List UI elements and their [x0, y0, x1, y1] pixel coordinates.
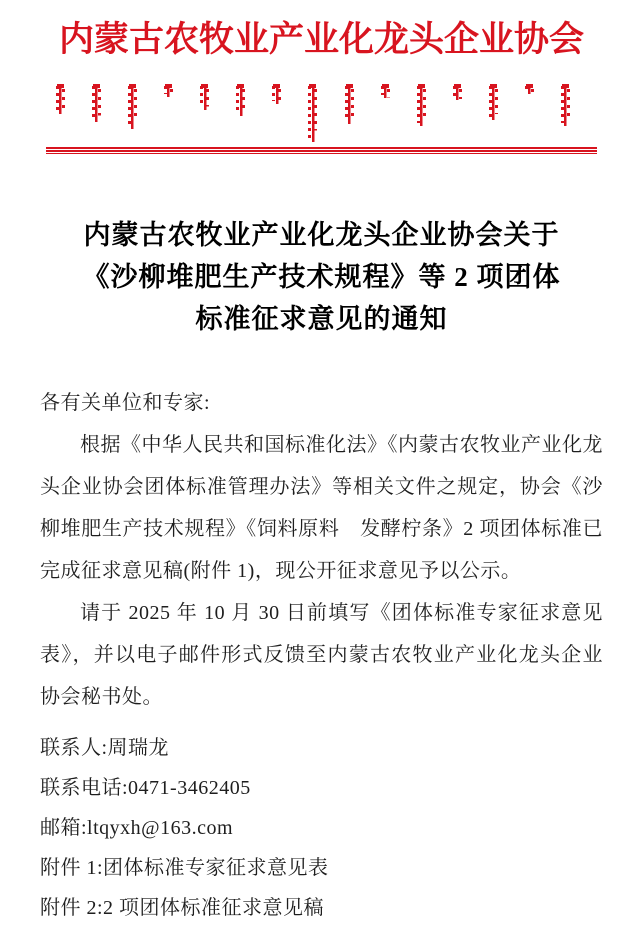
- body-paragraph-2: 请于 2025 年 10 月 30 日前填写《团体标准专家征求意见表》，并以电子邮件形式反馈至内蒙古农牧业产业化龙头企业协会秘书处。: [40, 602, 603, 708]
- mongolian-word: [164, 84, 173, 97]
- mongolian-word: [92, 84, 101, 122]
- contact-person-line: 联系人:周瑞龙: [40, 737, 170, 759]
- salutation: 各有关单位和专家:: [40, 392, 211, 414]
- mongolian-word: [128, 84, 137, 129]
- mongolian-word: [308, 84, 317, 142]
- mongolian-word: [417, 84, 426, 126]
- notice-title: [40, 214, 603, 340]
- mongolian-script: [56, 84, 570, 142]
- body-paragraph-1: 根据《中华人民共和国标准化法》《内蒙古农牧业产业化龙头企业协会团体标准管理办法》等相关文件之规定，协会《沙柳堆肥生产技术规程》《饲料原料 发酵柠条》2 项团体标准已完成征求意见稿(附件 1)，现公开征求意见予以公示。: [40, 434, 603, 582]
- contact-phone-line: 联系电话:0471-3462405: [40, 777, 251, 799]
- mongolian-word: [200, 84, 209, 110]
- mongolian-word: [56, 84, 65, 114]
- notice-body: [40, 382, 603, 718]
- mongolian-word: [381, 84, 390, 98]
- contact-email-line: 邮箱:ltqyxh@163.com: [40, 817, 234, 839]
- org-name-heading: 内蒙古农牧业产业化龙头企业协会: [58, 20, 584, 59]
- contact-block: [40, 728, 603, 928]
- notice-title-line-2: 《沙柳堆肥生产技术规程》等 2 项团体: [82, 262, 561, 292]
- mongolian-word: [272, 84, 281, 104]
- attachment-1-line: 附件 1:团体标准专家征求意见表: [40, 857, 329, 879]
- attachment-2-line: 附件 2:2 项团体标准征求意见稿: [40, 897, 325, 919]
- red-divider: [46, 147, 597, 154]
- letterhead: [40, 18, 603, 154]
- notice-title-line-1: 内蒙古农牧业产业化龙头企业协会关于: [83, 220, 560, 250]
- notice-title-line-3: 标准征求意见的通知: [195, 304, 448, 334]
- mongolian-word: [525, 84, 534, 94]
- mongolian-word: [236, 84, 245, 116]
- mongolian-word: [345, 84, 354, 124]
- mongolian-word: [561, 84, 570, 126]
- mongolian-word: [489, 84, 498, 120]
- mongolian-word: [453, 84, 462, 100]
